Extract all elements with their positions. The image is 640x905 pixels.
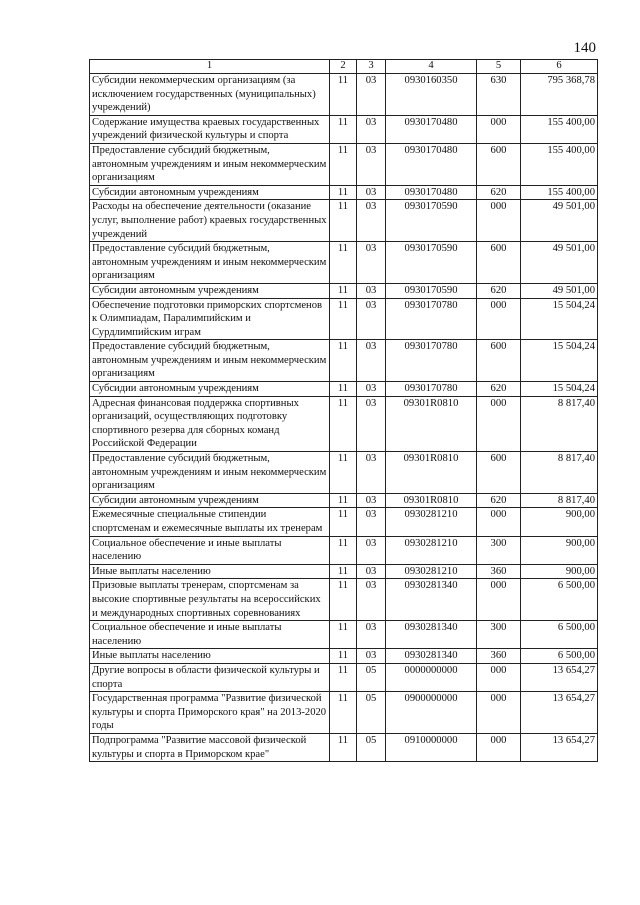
row-expense-type: 620 bbox=[477, 493, 521, 508]
row-section: 11 bbox=[330, 621, 357, 649]
row-target-code: 0930170480 bbox=[386, 115, 477, 143]
row-subsection: 03 bbox=[357, 74, 386, 116]
row-expense-type: 600 bbox=[477, 340, 521, 382]
row-amount: 795 368,78 bbox=[521, 74, 598, 116]
table-row bbox=[90, 536, 598, 564]
row-name: Государственная программа "Развитие физической культуры и спорта Приморского края" на 2013-2020 годы bbox=[90, 692, 330, 734]
row-expense-type: 620 bbox=[477, 283, 521, 298]
row-expense-type: 600 bbox=[477, 242, 521, 284]
row-name: Адресная финансовая поддержка спортивных организаций, осуществляющих подготовку спортивного резерва для сборных команд Российской Федерации bbox=[90, 396, 330, 451]
row-section: 11 bbox=[330, 298, 357, 340]
row-name: Предоставление субсидий бюджетным, автономным учреждениям и иным некоммерческим организациям bbox=[90, 143, 330, 185]
table-row bbox=[90, 115, 598, 143]
row-subsection: 03 bbox=[357, 649, 386, 664]
row-target-code: 0930170590 bbox=[386, 242, 477, 284]
row-amount: 8 817,40 bbox=[521, 452, 598, 494]
budget-table bbox=[89, 59, 598, 762]
row-amount: 6 500,00 bbox=[521, 579, 598, 621]
row-section: 11 bbox=[330, 692, 357, 734]
header-cell: 4 bbox=[386, 60, 477, 74]
row-expense-type: 000 bbox=[477, 508, 521, 536]
row-expense-type: 300 bbox=[477, 536, 521, 564]
row-expense-type: 000 bbox=[477, 396, 521, 451]
row-section: 11 bbox=[330, 185, 357, 200]
row-subsection: 05 bbox=[357, 692, 386, 734]
table-row bbox=[90, 74, 598, 116]
row-expense-type: 000 bbox=[477, 733, 521, 761]
table-row bbox=[90, 564, 598, 579]
row-name: Субсидии автономным учреждениям bbox=[90, 382, 330, 397]
row-name: Обеспечение подготовки приморских спортсменов к Олимпиадам, Паралимпийским и Сурдлимпийским играм bbox=[90, 298, 330, 340]
row-amount: 155 400,00 bbox=[521, 185, 598, 200]
table-row bbox=[90, 185, 598, 200]
table-row bbox=[90, 283, 598, 298]
row-name: Расходы на обеспечение деятельности (оказание услуг, выполнение работ) краевых государственных учреждений bbox=[90, 200, 330, 242]
row-expense-type: 000 bbox=[477, 200, 521, 242]
table-row bbox=[90, 340, 598, 382]
table-row bbox=[90, 200, 598, 242]
header-cell: 1 bbox=[90, 60, 330, 74]
row-target-code: 0930281210 bbox=[386, 536, 477, 564]
row-section: 11 bbox=[330, 283, 357, 298]
row-amount: 6 500,00 bbox=[521, 621, 598, 649]
row-subsection: 03 bbox=[357, 536, 386, 564]
row-target-code: 0930170780 bbox=[386, 340, 477, 382]
row-name: Ежемесячные специальные стипендии спортсменам и ежемесячные выплаты их тренерам bbox=[90, 508, 330, 536]
row-target-code: 0930281340 bbox=[386, 649, 477, 664]
row-target-code: 0900000000 bbox=[386, 692, 477, 734]
row-section: 11 bbox=[330, 115, 357, 143]
row-subsection: 03 bbox=[357, 621, 386, 649]
row-name: Предоставление субсидий бюджетным, автономным учреждениям и иным некоммерческим организациям bbox=[90, 242, 330, 284]
row-section: 11 bbox=[330, 200, 357, 242]
header-row bbox=[90, 60, 598, 74]
header-cell: 3 bbox=[357, 60, 386, 74]
row-section: 11 bbox=[330, 493, 357, 508]
row-section: 11 bbox=[330, 733, 357, 761]
row-expense-type: 000 bbox=[477, 692, 521, 734]
row-section: 11 bbox=[330, 143, 357, 185]
row-section: 11 bbox=[330, 564, 357, 579]
row-name: Иные выплаты населению bbox=[90, 649, 330, 664]
row-section: 11 bbox=[330, 382, 357, 397]
row-subsection: 03 bbox=[357, 283, 386, 298]
table-row bbox=[90, 621, 598, 649]
header-cell: 2 bbox=[330, 60, 357, 74]
row-target-code: 0930170480 bbox=[386, 143, 477, 185]
table-row bbox=[90, 382, 598, 397]
row-expense-type: 000 bbox=[477, 579, 521, 621]
row-name: Призовые выплаты тренерам, спортсменам за высокие спортивные результаты на всероссийских и международных спортивных соревнованиях bbox=[90, 579, 330, 621]
row-section: 11 bbox=[330, 663, 357, 691]
row-target-code: 09301R0810 bbox=[386, 396, 477, 451]
row-target-code: 0930170480 bbox=[386, 185, 477, 200]
row-name: Предоставление субсидий бюджетным, автономным учреждениям и иным некоммерческим организациям bbox=[90, 452, 330, 494]
row-target-code: 0910000000 bbox=[386, 733, 477, 761]
row-expense-type: 000 bbox=[477, 115, 521, 143]
page-number: 140 bbox=[573, 40, 596, 56]
table-row bbox=[90, 733, 598, 761]
row-amount: 155 400,00 bbox=[521, 115, 598, 143]
row-target-code: 0930281210 bbox=[386, 564, 477, 579]
row-target-code: 0930281340 bbox=[386, 621, 477, 649]
row-name: Субсидии автономным учреждениям bbox=[90, 493, 330, 508]
row-target-code: 0930170780 bbox=[386, 298, 477, 340]
row-subsection: 03 bbox=[357, 396, 386, 451]
row-name: Социальное обеспечение и иные выплаты населению bbox=[90, 621, 330, 649]
row-expense-type: 300 bbox=[477, 621, 521, 649]
row-amount: 900,00 bbox=[521, 536, 598, 564]
row-section: 11 bbox=[330, 579, 357, 621]
row-expense-type: 600 bbox=[477, 143, 521, 185]
row-subsection: 05 bbox=[357, 733, 386, 761]
row-expense-type: 630 bbox=[477, 74, 521, 116]
row-target-code: 0000000000 bbox=[386, 663, 477, 691]
row-target-code: 0930281340 bbox=[386, 579, 477, 621]
row-section: 11 bbox=[330, 340, 357, 382]
row-amount: 155 400,00 bbox=[521, 143, 598, 185]
row-expense-type: 600 bbox=[477, 452, 521, 494]
row-expense-type: 620 bbox=[477, 185, 521, 200]
row-target-code: 0930160350 bbox=[386, 74, 477, 116]
row-amount: 49 501,00 bbox=[521, 200, 598, 242]
row-section: 11 bbox=[330, 242, 357, 284]
row-amount: 49 501,00 bbox=[521, 242, 598, 284]
row-section: 11 bbox=[330, 536, 357, 564]
row-subsection: 03 bbox=[357, 298, 386, 340]
row-amount: 13 654,27 bbox=[521, 692, 598, 734]
row-expense-type: 620 bbox=[477, 382, 521, 397]
row-subsection: 05 bbox=[357, 663, 386, 691]
row-expense-type: 360 bbox=[477, 564, 521, 579]
row-name: Другие вопросы в области физической культуры и спорта bbox=[90, 663, 330, 691]
table-row bbox=[90, 143, 598, 185]
row-name: Подпрограмма "Развитие массовой физической культуры и спорта в Приморском крае" bbox=[90, 733, 330, 761]
table-row bbox=[90, 649, 598, 664]
row-name: Иные выплаты населению bbox=[90, 564, 330, 579]
row-amount: 13 654,27 bbox=[521, 733, 598, 761]
row-target-code: 09301R0810 bbox=[386, 493, 477, 508]
row-target-code: 0930170590 bbox=[386, 283, 477, 298]
row-target-code: 0930170590 bbox=[386, 200, 477, 242]
row-amount: 49 501,00 bbox=[521, 283, 598, 298]
row-amount: 15 504,24 bbox=[521, 298, 598, 340]
row-amount: 6 500,00 bbox=[521, 649, 598, 664]
row-name: Субсидии автономным учреждениям bbox=[90, 185, 330, 200]
header-cell: 5 bbox=[477, 60, 521, 74]
table-body bbox=[90, 74, 598, 762]
row-expense-type: 000 bbox=[477, 298, 521, 340]
row-subsection: 03 bbox=[357, 579, 386, 621]
row-target-code: 0930281210 bbox=[386, 508, 477, 536]
row-amount: 15 504,24 bbox=[521, 382, 598, 397]
row-name: Предоставление субсидий бюджетным, автономным учреждениям и иным некоммерческим организациям bbox=[90, 340, 330, 382]
row-subsection: 03 bbox=[357, 200, 386, 242]
row-amount: 15 504,24 bbox=[521, 340, 598, 382]
table-row bbox=[90, 242, 598, 284]
table-row bbox=[90, 493, 598, 508]
row-expense-type: 360 bbox=[477, 649, 521, 664]
row-section: 11 bbox=[330, 452, 357, 494]
row-target-code: 09301R0810 bbox=[386, 452, 477, 494]
table-row bbox=[90, 396, 598, 451]
row-subsection: 03 bbox=[357, 382, 386, 397]
row-subsection: 03 bbox=[357, 493, 386, 508]
row-target-code: 0930170780 bbox=[386, 382, 477, 397]
table-row bbox=[90, 692, 598, 734]
row-subsection: 03 bbox=[357, 340, 386, 382]
row-section: 11 bbox=[330, 649, 357, 664]
table-row bbox=[90, 508, 598, 536]
row-amount: 8 817,40 bbox=[521, 493, 598, 508]
row-amount: 900,00 bbox=[521, 508, 598, 536]
row-section: 11 bbox=[330, 74, 357, 116]
row-amount: 8 817,40 bbox=[521, 396, 598, 451]
table-row bbox=[90, 663, 598, 691]
row-subsection: 03 bbox=[357, 452, 386, 494]
table-row bbox=[90, 579, 598, 621]
row-amount: 900,00 bbox=[521, 564, 598, 579]
header-cell: 6 bbox=[521, 60, 598, 74]
row-subsection: 03 bbox=[357, 115, 386, 143]
row-subsection: 03 bbox=[357, 242, 386, 284]
row-name: Социальное обеспечение и иные выплаты населению bbox=[90, 536, 330, 564]
row-amount: 13 654,27 bbox=[521, 663, 598, 691]
table-row bbox=[90, 298, 598, 340]
table-row bbox=[90, 452, 598, 494]
row-subsection: 03 bbox=[357, 564, 386, 579]
row-name: Субсидии некоммерческим организациям (за исключением государственных (муниципальных) учреждений) bbox=[90, 74, 330, 116]
row-subsection: 03 bbox=[357, 143, 386, 185]
row-subsection: 03 bbox=[357, 508, 386, 536]
row-section: 11 bbox=[330, 396, 357, 451]
row-section: 11 bbox=[330, 508, 357, 536]
row-name: Содержание имущества краевых государственных учреждений физической культуры и спорта bbox=[90, 115, 330, 143]
row-expense-type: 000 bbox=[477, 663, 521, 691]
row-subsection: 03 bbox=[357, 185, 386, 200]
row-name: Субсидии автономным учреждениям bbox=[90, 283, 330, 298]
